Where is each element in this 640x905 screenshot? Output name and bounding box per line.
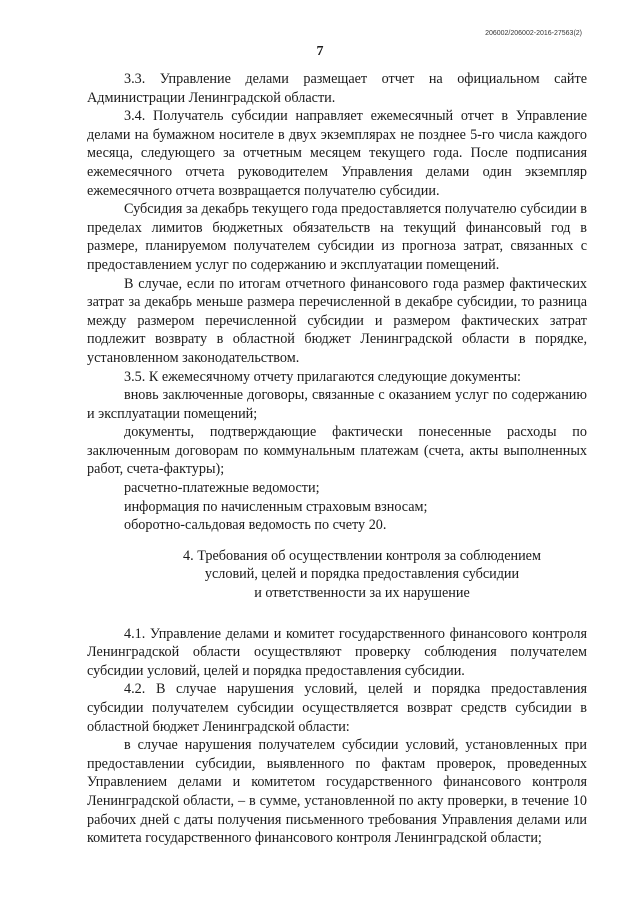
paragraph-3-4: 3.4. Получатель субсидии направляет ежемесячный отчет в Управление делами на бумажном носителе в двух экземплярах не позднее 5-го числа каждого месяца, следующего за отчетным месяцем текущего года. После подписания ежемесячного отчета руководителем Управления делами один экземпляр ежемесячного отчета возвращается получателю субсидии. [87,108,587,199]
heading-line: 4. Требования об осуществлении контроля за соблюдением [183,547,541,564]
document-body [87,70,587,848]
paragraph-december-subsidy: Субсидия за декабрь текущего года предоставляется получателю субсидии в пределах лимитов бюджетных обязательств на текущий финансовый год в размере, планируемом получателем субсидии из прогноза затрат, связанных с предоставлением услуг по содержанию и эксплуатации помещений. [87,201,587,273]
document-list-item: информация по начисленным страховым взносам; [124,498,428,515]
paragraph-3-5: 3.5. К ежемесячному отчету прилагаются следующие документы: [124,368,521,385]
document-list-item: оборотно-сальдовая ведомость по счету 20. [124,517,387,534]
section-4-heading [87,547,587,603]
paragraph-return-difference: В случае, если по итогам отчетного финансового года размер фактических затрат за декабрь меньше размера перечисленной в декабре субсидии, то разница между размером перечисленной субсидии и размером фактических затрат подлежит возврату в областной бюджет Ленинградской области в порядке, установленном законодательством. [87,275,587,366]
paragraph-4-2: 4.2. В случае нарушения условий, целей и порядка предоставления субсидии получателем субсидии осуществляется возврат средств субсидии в областной бюджет Ленинградской области: [87,681,587,735]
paragraph-4-1: 4.1. Управление делами и комитет государственного финансового контроля Ленинградской области осуществляют проверку соблюдения получателем субсидии условий, целей и порядка предоставления субсидии. [87,625,587,679]
document-list-item: вновь заключенные договоры, связанные с оказанием услуг по содержанию и эксплуатации помещений; [87,387,587,422]
document-list-item: документы, подтверждающие фактически понесенные расходы по заключенным договорам по коммунальным платежам (счета, акты выполненных работ, счета-фактуры); [87,424,587,478]
heading-line: условий, целей и порядка предоставления субсидии [204,566,520,583]
paragraph-3-3: 3.3. Управление делами размещает отчет на официальном сайте Администрации Ленинградской области. [87,71,587,106]
document-id: 206002/206002-2016-27563(2) [485,30,582,37]
page-number: 7 [316,44,324,59]
paragraph-violation: в случае нарушения получателем субсидии условий, установленных при предоставлении субсидии, выявленного по фактам проверок, проведенных Управлением делами и комитетом государственного финансового контроля Ленинградской области, – в сумме, установленной по акту проверки, в течение 10 рабочих дней с даты получения письменного требования Управления делами или комитета государственного финансового контроля Ленинградской области; [87,737,587,847]
heading-line: и ответственности за их нарушение [254,585,470,602]
document-list-item: расчетно-платежные ведомости; [124,480,320,497]
